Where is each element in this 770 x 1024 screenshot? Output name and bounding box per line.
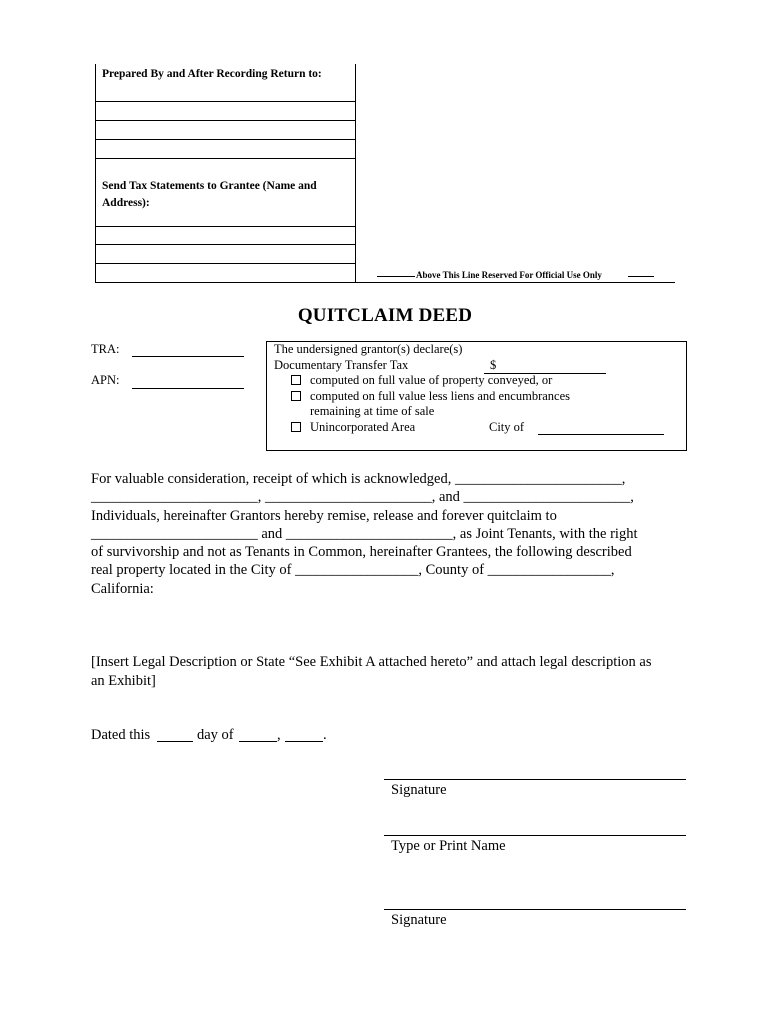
send-tax-label: Send Tax Statements to Grantee (Name and Address): [102, 180, 317, 209]
return-address-line-4[interactable] [95, 158, 355, 159]
grantee-address-line-3[interactable] [95, 263, 355, 264]
unincorporated-checkbox[interactable] [291, 422, 301, 432]
tra-field[interactable] [132, 356, 244, 357]
city-field[interactable] [538, 434, 664, 435]
prepared-by-label: Prepared By and After Recording Return to: [102, 68, 322, 80]
recording-box-right-border [355, 64, 356, 282]
grantee-address-line-2[interactable] [95, 244, 355, 245]
dated-prefix: Dated this [91, 727, 151, 743]
body-line-3: Individuals, hereinafter Grantors hereby remise, release and forever quitclaim to [91, 508, 557, 524]
tax-declare-text: The undersigned grantor(s) declare(s) [274, 342, 463, 356]
body-line-7: California: [91, 581, 154, 597]
official-use-rule-left [377, 276, 415, 277]
tra-label: TRA: [91, 342, 120, 356]
dated-mid: day of [197, 727, 234, 743]
document-title: QUITCLAIM DEED [297, 305, 473, 326]
official-use-baseline [95, 282, 675, 283]
city-of-label: City of [489, 420, 525, 434]
dollar-sign: $ [490, 358, 497, 372]
return-address-line-2[interactable] [95, 120, 355, 121]
less-liens-option: computed on full value less liens and encumbrances [310, 389, 570, 403]
body-line-6: real property located in the City of _________________, County of _________________, [91, 562, 615, 578]
less-liens-option-cont: remaining at time of sale [310, 404, 435, 418]
dated-year-field[interactable] [285, 741, 323, 742]
return-address-line-1[interactable] [95, 101, 355, 102]
dated-comma: , [277, 727, 281, 743]
full-value-option: computed on full value of property conveyed, or [310, 373, 553, 387]
less-liens-checkbox[interactable] [291, 391, 301, 401]
signature-line-1[interactable] [384, 779, 686, 780]
legal-description-line-1: [Insert Legal Description or State “See Exhibit A attached hereto” and attach legal description as [91, 654, 652, 670]
body-line-5: of survivorship and not as Tenants in Common, hereinafter Grantees, the following described [91, 544, 632, 560]
dated-end: . [323, 727, 327, 743]
print-name-label: Type or Print Name [391, 838, 506, 854]
body-line-2: _______________________, _______________________, and _______________________, [91, 489, 634, 505]
recording-box-left-border [95, 64, 96, 282]
official-use-label: Above This Line Reserved For Official Use Only [416, 270, 602, 280]
doc-tax-label: Documentary Transfer Tax [274, 358, 409, 372]
body-line-1: For valuable consideration, receipt of which is acknowledged, _______________________, [91, 471, 626, 487]
print-name-line[interactable] [384, 835, 686, 836]
apn-field[interactable] [132, 388, 244, 389]
return-address-line-3[interactable] [95, 139, 355, 140]
unincorporated-option: Unincorporated Area [310, 420, 416, 434]
full-value-checkbox[interactable] [291, 375, 301, 385]
dated-month-field[interactable] [239, 741, 277, 742]
dated-day-field[interactable] [157, 741, 193, 742]
legal-description-line-2: an Exhibit] [91, 673, 156, 689]
signature-label-2: Signature [391, 912, 447, 928]
signature-label-1: Signature [391, 782, 447, 798]
grantee-address-line-1[interactable] [95, 226, 355, 227]
signature-line-2[interactable] [384, 909, 686, 910]
body-line-4: _______________________ and _______________________, as Joint Tenants, with the right [91, 526, 638, 542]
official-use-rule-right [628, 276, 654, 277]
apn-label: APN: [91, 373, 120, 387]
